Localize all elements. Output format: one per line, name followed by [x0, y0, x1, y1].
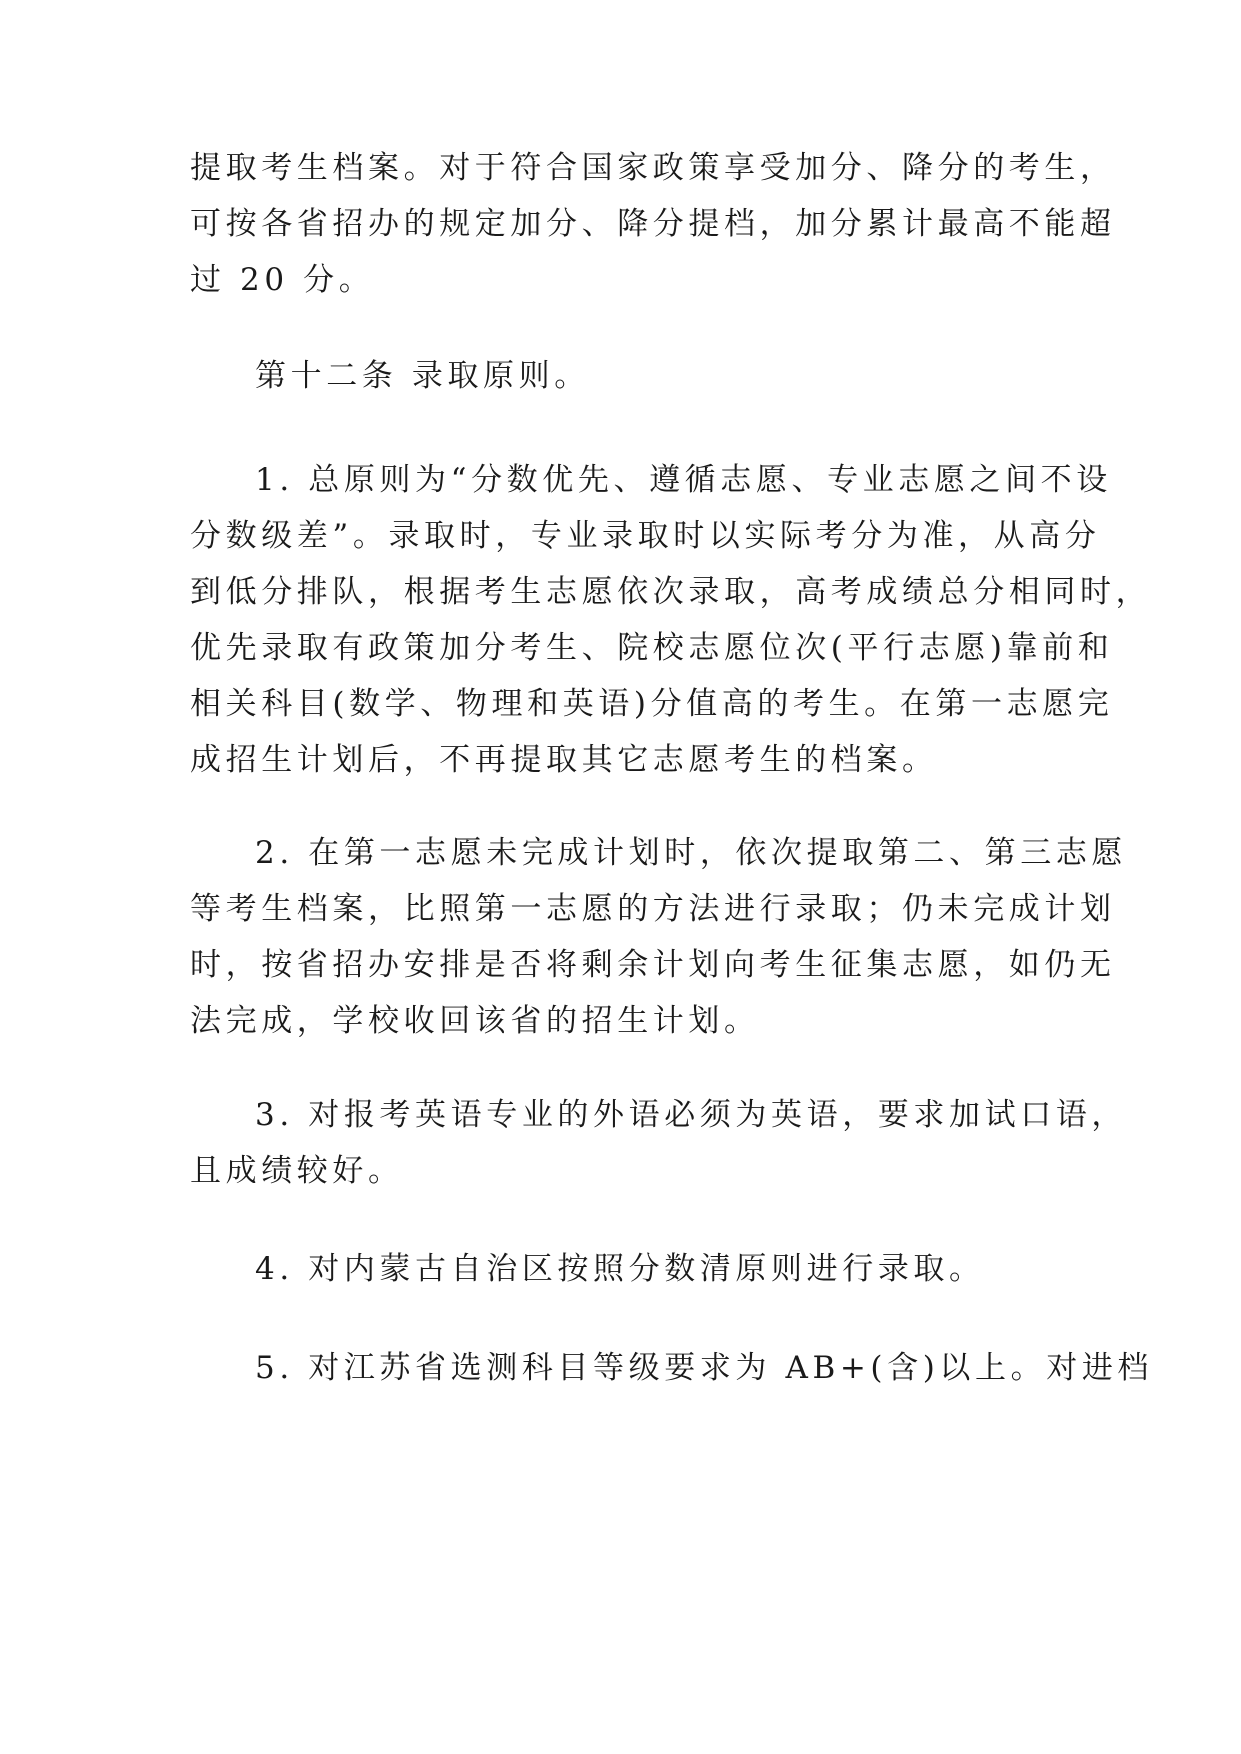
- text-line: 2. 在第一志愿未完成计划时，依次提取第二、第三志愿: [255, 835, 1128, 871]
- text-line: 时，按省招办安排是否将剩余计划向考生征集志愿，如仍无: [190, 947, 1116, 983]
- text-line: 可按各省招办的规定加分、降分提档，加分累计最高不能超: [190, 206, 1116, 242]
- text-line: 成招生计划后，不再提取其它志愿考生的档案。: [190, 742, 938, 778]
- text-line: 到低分排队，根据考生志愿依次录取，高考成绩总分相同时，: [190, 574, 1152, 610]
- paragraph-item-5: [190, 1340, 1154, 1396]
- paragraph-item-1: [190, 452, 1152, 788]
- text-line: 5. 对江苏省选测科目等级要求为 AB+(含)以上。对进档: [255, 1350, 1154, 1386]
- text-line: 且成绩较好。: [190, 1153, 404, 1189]
- text-line: 分数级差”。录取时，专业录取时以实际考分为准，从高分: [190, 518, 1101, 554]
- text-line: 过 20 分。: [190, 262, 375, 298]
- paragraph-item-2: [190, 825, 1128, 1049]
- paragraph-bonus-points: [190, 140, 1116, 308]
- text-line: 4. 对内蒙古自治区按照分数清原则进行录取。: [255, 1251, 985, 1287]
- text-line: 提取考生档案。对于符合国家政策享受加分、降分的考生，: [190, 150, 1116, 186]
- text-line: 等考生档案，比照第一志愿的方法进行录取；仍未完成计划: [190, 891, 1116, 927]
- text-line: 第十二条 录取原则。: [255, 358, 590, 394]
- text-line: 优先录取有政策加分考生、院校志愿位次(平行志愿)靠前和: [190, 630, 1114, 666]
- text-line: 相关科目(数学、物理和英语)分值高的考生。在第一志愿完: [190, 686, 1114, 722]
- text-line: 法完成，学校收回该省的招生计划。: [190, 1003, 760, 1039]
- paragraph-item-4: [190, 1241, 1050, 1297]
- text-line: 3. 对报考英语专业的外语必须为英语，要求加试口语，: [255, 1097, 1128, 1133]
- text-line: 1. 总原则为“分数优先、遵循志愿、专业志愿之间不设: [255, 462, 1112, 498]
- paragraph-item-3: [190, 1087, 1128, 1199]
- article-heading: [190, 348, 1050, 404]
